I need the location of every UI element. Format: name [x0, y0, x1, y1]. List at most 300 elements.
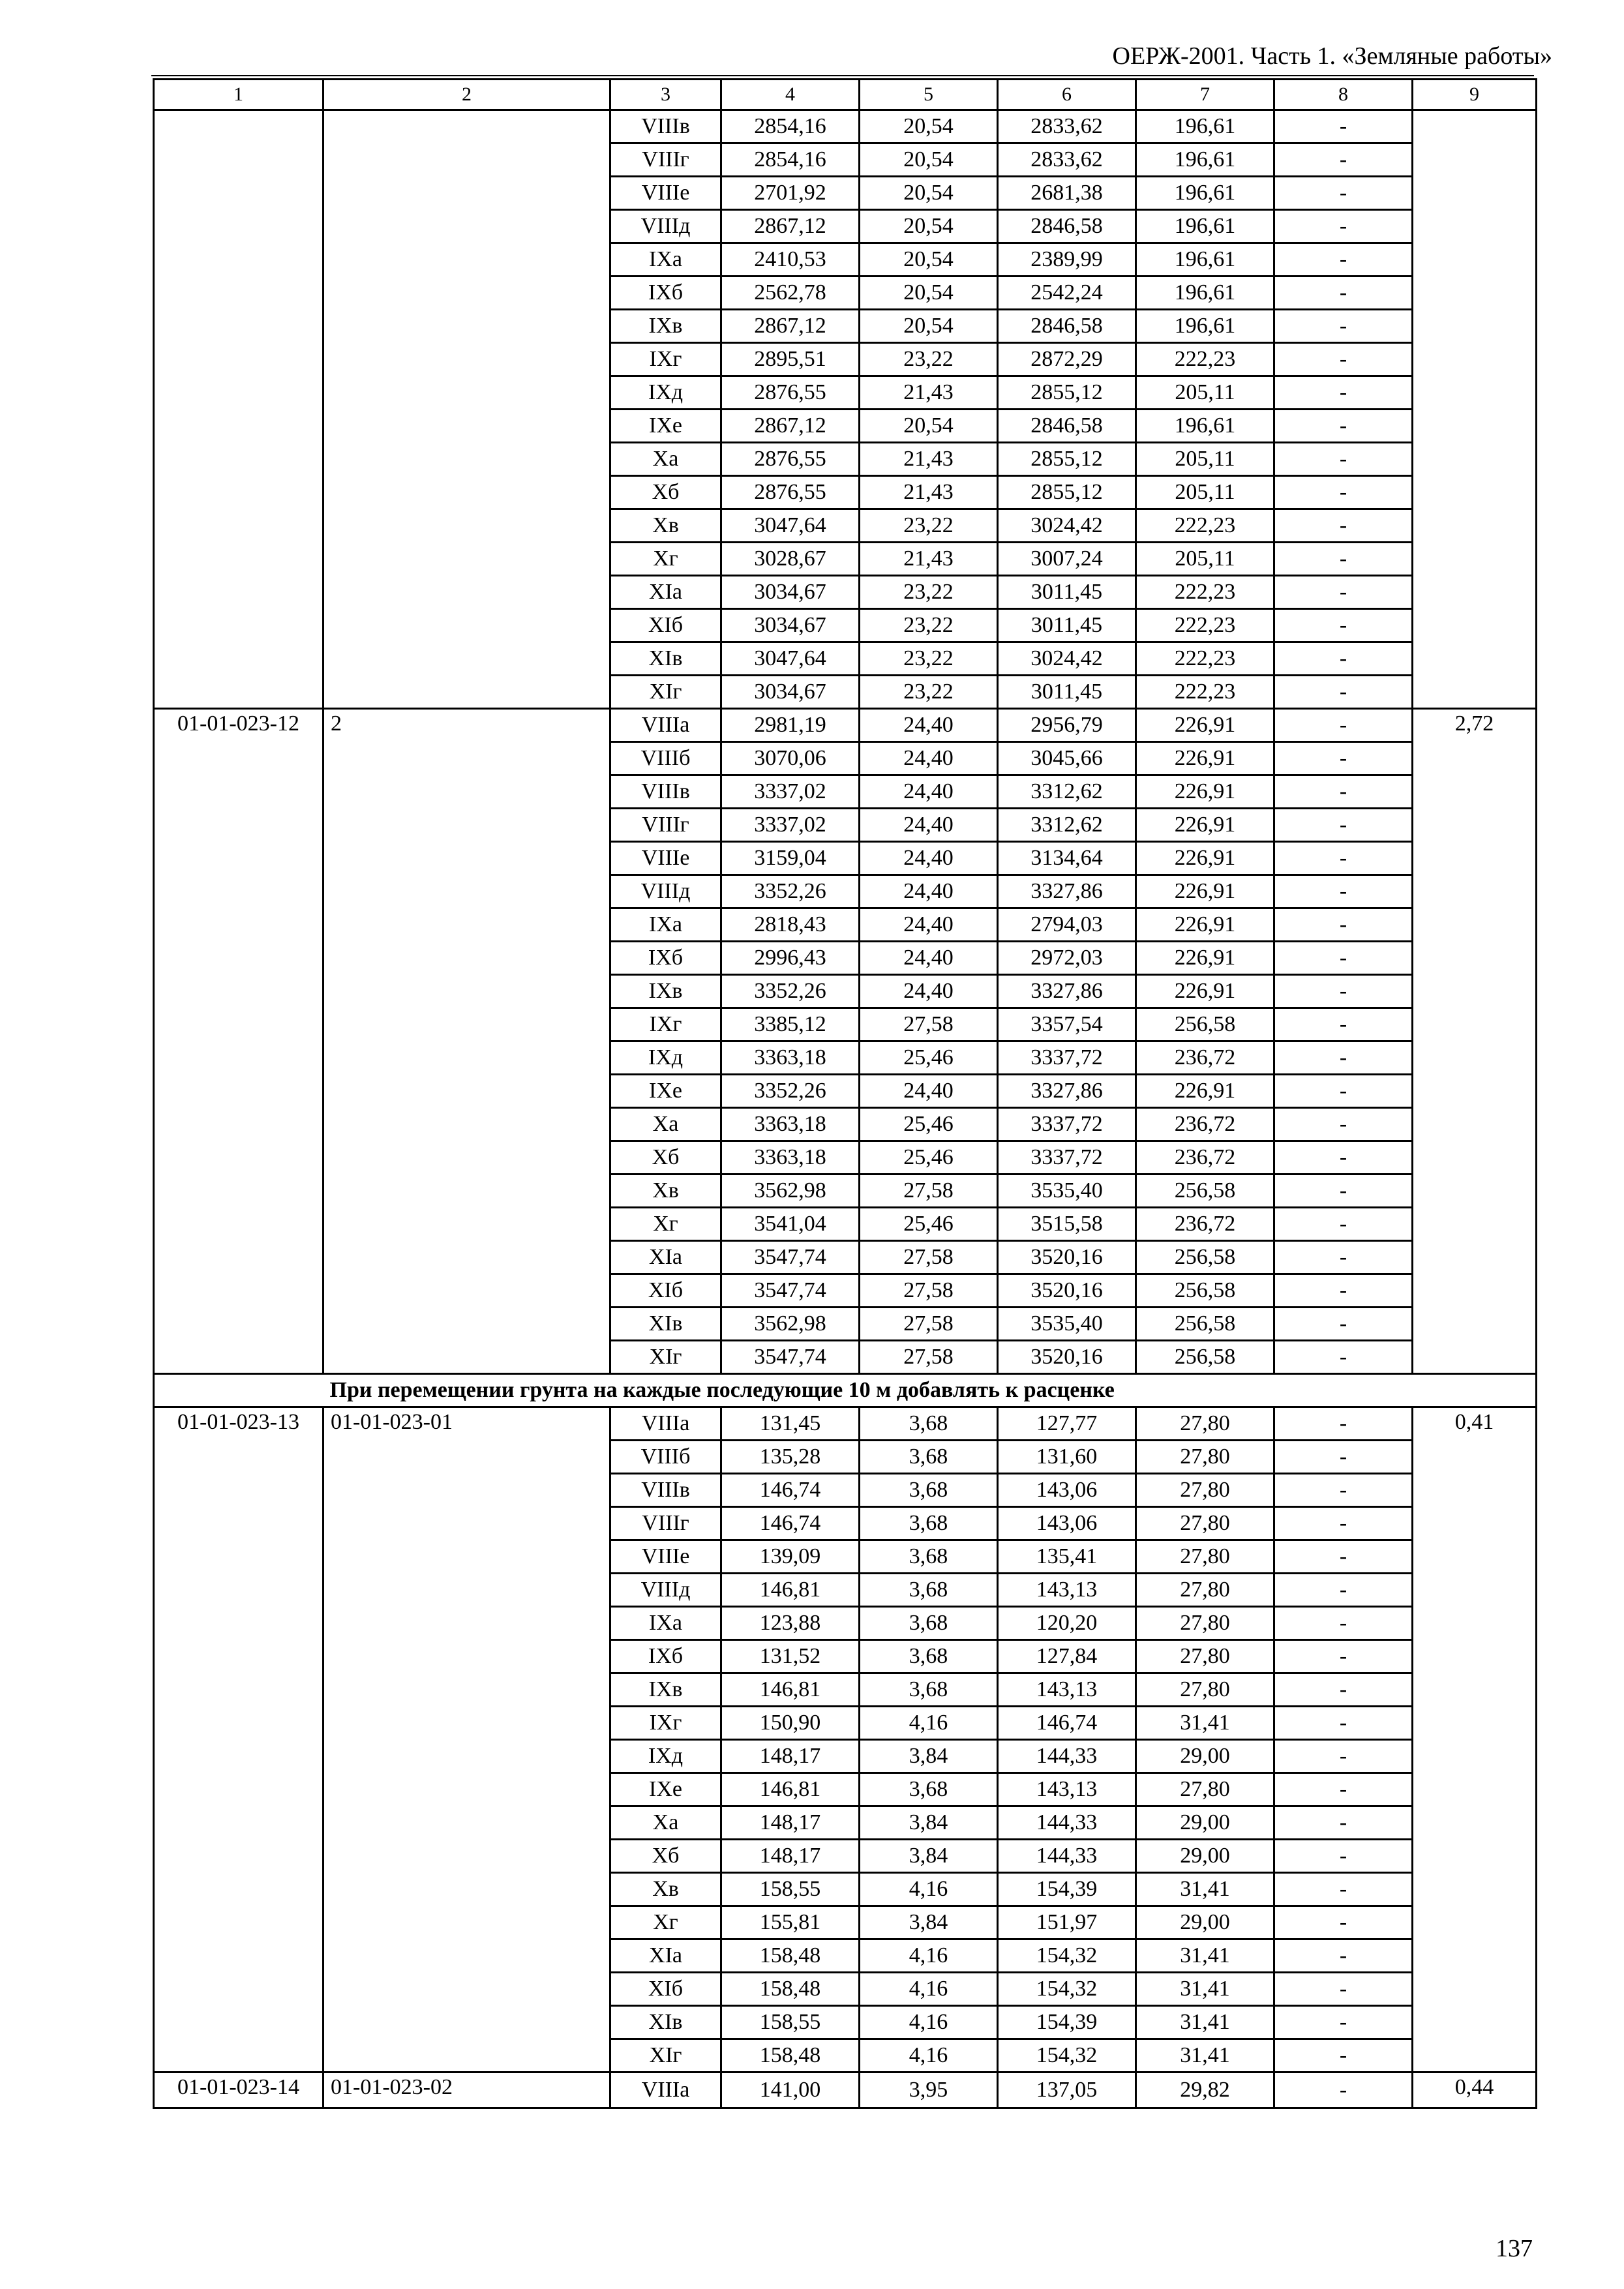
value-cell: - [1274, 110, 1413, 143]
soil-group-cell: Xб [610, 1840, 721, 1873]
value-cell: 143,06 [998, 1507, 1136, 1540]
value-cell: 3535,40 [998, 1308, 1136, 1341]
soil-group-cell: IXб [610, 277, 721, 310]
value-cell: 3,84 [860, 1740, 998, 1773]
value-cell: 2562,78 [721, 277, 860, 310]
value-cell: 25,46 [860, 1208, 998, 1241]
value-cell: 3363,18 [721, 1141, 860, 1174]
value-cell: 3352,26 [721, 1075, 860, 1108]
value-cell: - [1274, 1707, 1413, 1740]
value-cell: 135,28 [721, 1441, 860, 1474]
value-cell: - [1274, 1174, 1413, 1208]
value-cell: - [1274, 1407, 1413, 1441]
value-cell: 236,72 [1136, 1141, 1274, 1174]
value-cell: 3312,62 [998, 809, 1136, 842]
value-cell: - [1274, 1075, 1413, 1108]
value-cell: 4,16 [860, 1973, 998, 2006]
value-cell: 120,20 [998, 1607, 1136, 1640]
value-cell: 23,22 [860, 343, 998, 376]
value-cell: 158,48 [721, 1973, 860, 2006]
value-cell: 3363,18 [721, 1041, 860, 1075]
value-cell: - [1274, 343, 1413, 376]
value-cell: 20,54 [860, 243, 998, 277]
value-cell: 2855,12 [998, 443, 1136, 476]
value-cell: 2867,12 [721, 310, 860, 343]
soil-group-cell: Xг [610, 543, 721, 576]
column-number-cell: 8 [1274, 80, 1413, 110]
value-cell: - [1274, 1873, 1413, 1906]
value-cell: 154,39 [998, 1873, 1136, 1906]
soil-group-cell: IXа [610, 908, 721, 942]
column-number-cell: 2 [323, 80, 610, 110]
value-cell: 3159,04 [721, 842, 860, 875]
value-cell: - [1274, 1008, 1413, 1041]
value-cell: 226,91 [1136, 842, 1274, 875]
value-cell: 143,06 [998, 1474, 1136, 1507]
value-cell: 226,91 [1136, 709, 1274, 742]
value-cell: - [1274, 676, 1413, 709]
value-cell: 158,55 [721, 1873, 860, 1906]
value-cell: 226,91 [1136, 975, 1274, 1008]
value-cell: 20,54 [860, 210, 998, 243]
value-cell: - [1274, 642, 1413, 676]
value-cell: - [1274, 2039, 1413, 2072]
value-cell: 20,54 [860, 410, 998, 443]
value-cell: 20,54 [860, 310, 998, 343]
value-cell: - [1274, 210, 1413, 243]
value-cell: 2846,58 [998, 210, 1136, 243]
value-cell: - [1274, 1474, 1413, 1507]
value-cell: 256,58 [1136, 1308, 1274, 1341]
value-cell: 3,84 [860, 1840, 998, 1873]
rate-code-cell: 01-01-023-12 [154, 709, 323, 1374]
soil-group-cell: IXв [610, 1673, 721, 1707]
value-cell: 3312,62 [998, 775, 1136, 809]
value-cell: 2818,43 [721, 908, 860, 942]
value-cell: 31,41 [1136, 2006, 1274, 2039]
soil-group-cell: XIб [610, 1973, 721, 2006]
value-cell: 196,61 [1136, 310, 1274, 343]
value-cell: 3352,26 [721, 875, 860, 908]
value-cell: 196,61 [1136, 210, 1274, 243]
value-cell: 3337,02 [721, 809, 860, 842]
value-cell: 2867,12 [721, 210, 860, 243]
value-cell: 3337,72 [998, 1108, 1136, 1141]
soil-group-cell: VIIIд [610, 1574, 721, 1607]
value-cell: - [1274, 742, 1413, 775]
value-cell: 27,58 [860, 1008, 998, 1041]
value-cell: 3024,42 [998, 642, 1136, 676]
soil-group-cell: IXб [610, 942, 721, 975]
value-cell: 2956,79 [998, 709, 1136, 742]
value-cell: - [1274, 842, 1413, 875]
value-cell: 29,00 [1136, 1740, 1274, 1773]
value-cell: 2972,03 [998, 942, 1136, 975]
value-cell: 144,33 [998, 1840, 1136, 1873]
value-cell: 226,91 [1136, 742, 1274, 775]
soil-group-cell: Xа [610, 443, 721, 476]
value-cell: 2846,58 [998, 310, 1136, 343]
value-cell: 3547,74 [721, 1341, 860, 1374]
value-cell: 31,41 [1136, 1973, 1274, 2006]
value-cell: 25,46 [860, 1141, 998, 1174]
value-cell: 23,22 [860, 609, 998, 642]
value-cell: - [1274, 942, 1413, 975]
soil-group-cell: IXе [610, 410, 721, 443]
soil-group-cell: VIIIе [610, 1540, 721, 1574]
soil-group-cell: VIIIа [610, 709, 721, 742]
value-cell: 29,00 [1136, 1840, 1274, 1873]
value-cell: - [1274, 1973, 1413, 2006]
column-number-cell: 7 [1136, 80, 1274, 110]
soil-group-cell: XIа [610, 1939, 721, 1973]
soil-group-cell: IXв [610, 975, 721, 1008]
value-cell: - [1274, 1041, 1413, 1075]
value-cell: 21,43 [860, 376, 998, 410]
value-cell: 196,61 [1136, 277, 1274, 310]
value-cell: 3,68 [860, 1507, 998, 1540]
value-cell: 2794,03 [998, 908, 1136, 942]
value-cell: - [1274, 1241, 1413, 1274]
value-cell: 29,00 [1136, 1806, 1274, 1840]
value-cell: - [1274, 177, 1413, 210]
soil-group-cell: IXв [610, 310, 721, 343]
soil-group-cell: VIIIг [610, 809, 721, 842]
value-cell: - [1274, 509, 1413, 543]
value-cell: - [1274, 543, 1413, 576]
value-cell: 21,43 [860, 476, 998, 509]
value-cell: 148,17 [721, 1806, 860, 1840]
value-cell: 256,58 [1136, 1174, 1274, 1208]
value-cell: 4,16 [860, 1873, 998, 1906]
value-cell: 2410,53 [721, 243, 860, 277]
value-cell: 3,68 [860, 1474, 998, 1507]
soil-group-cell: Xв [610, 1174, 721, 1208]
soil-group-cell: VIIIд [610, 210, 721, 243]
value-cell: 2867,12 [721, 410, 860, 443]
soil-group-cell: XIг [610, 1341, 721, 1374]
value-cell: 196,61 [1136, 110, 1274, 143]
value-cell: 3363,18 [721, 1108, 860, 1141]
value-cell: 222,23 [1136, 609, 1274, 642]
value-cell: 3562,98 [721, 1308, 860, 1341]
soil-group-cell: VIIIа [610, 2072, 721, 2108]
value-cell: 20,54 [860, 277, 998, 310]
value-cell: - [1274, 975, 1413, 1008]
value-cell: 3024,42 [998, 509, 1136, 543]
value-cell: 3,84 [860, 1906, 998, 1939]
value-cell: 3327,86 [998, 975, 1136, 1008]
value-cell: 154,32 [998, 1973, 1136, 2006]
value-cell: - [1274, 443, 1413, 476]
value-cell: 2876,55 [721, 376, 860, 410]
value-cell: - [1274, 277, 1413, 310]
soil-group-cell: IXб [610, 1640, 721, 1673]
value-cell: 2389,99 [998, 243, 1136, 277]
value-cell: 3011,45 [998, 576, 1136, 609]
value-cell: 236,72 [1136, 1041, 1274, 1075]
soil-group-cell: IXд [610, 1740, 721, 1773]
value-cell: 131,45 [721, 1407, 860, 1441]
soil-group-cell: VIIIб [610, 1441, 721, 1474]
value-cell: - [1274, 1208, 1413, 1241]
value-cell: 222,23 [1136, 509, 1274, 543]
value-cell: 205,11 [1136, 543, 1274, 576]
column-9-cell [1413, 110, 1537, 709]
soil-group-cell: VIIIв [610, 1474, 721, 1507]
value-cell: 27,58 [860, 1274, 998, 1308]
value-cell: 3,68 [860, 1574, 998, 1607]
soil-group-cell: XIг [610, 2039, 721, 2072]
soil-group-cell: IXд [610, 1041, 721, 1075]
rate-code-cell: 01-01-023-14 [154, 2072, 323, 2108]
value-cell: 3547,74 [721, 1241, 860, 1274]
value-cell: - [1274, 1108, 1413, 1141]
value-cell: 24,40 [860, 942, 998, 975]
column-number-cell: 3 [610, 80, 721, 110]
value-cell: 29,82 [1136, 2072, 1274, 2108]
value-cell: 135,41 [998, 1540, 1136, 1574]
soil-group-cell: XIа [610, 576, 721, 609]
soil-group-cell: XIв [610, 642, 721, 676]
value-cell: 196,61 [1136, 177, 1274, 210]
value-cell: 158,48 [721, 1939, 860, 1973]
value-cell: 146,74 [998, 1707, 1136, 1740]
rate-code-cell [154, 110, 323, 709]
value-cell: - [1274, 310, 1413, 343]
value-cell: 27,58 [860, 1174, 998, 1208]
value-cell: 2833,62 [998, 110, 1136, 143]
value-cell: - [1274, 1640, 1413, 1673]
value-cell: 146,81 [721, 1773, 860, 1806]
value-cell: 3520,16 [998, 1274, 1136, 1308]
value-cell: 3327,86 [998, 875, 1136, 908]
value-cell: 2854,16 [721, 143, 860, 177]
value-cell: 141,00 [721, 2072, 860, 2108]
soil-group-cell: IXе [610, 1075, 721, 1108]
value-cell: 23,22 [860, 509, 998, 543]
value-cell: 31,41 [1136, 1873, 1274, 1906]
value-cell: 3357,54 [998, 1008, 1136, 1041]
value-cell: 24,40 [860, 742, 998, 775]
value-cell: 154,32 [998, 1939, 1136, 1973]
value-cell: 27,80 [1136, 1474, 1274, 1507]
header-rule [151, 75, 1534, 76]
soil-group-cell: Xв [610, 1873, 721, 1906]
value-cell: 2854,16 [721, 110, 860, 143]
value-cell: 24,40 [860, 875, 998, 908]
value-cell: 131,60 [998, 1441, 1136, 1474]
value-cell: 2846,58 [998, 410, 1136, 443]
value-cell: - [1274, 1906, 1413, 1939]
column-number-cell: 9 [1413, 80, 1537, 110]
value-cell: 196,61 [1136, 243, 1274, 277]
soil-group-cell: XIг [610, 676, 721, 709]
value-cell: 196,61 [1136, 143, 1274, 177]
value-cell: - [1274, 376, 1413, 410]
value-cell: 20,54 [860, 177, 998, 210]
value-cell: 3028,67 [721, 543, 860, 576]
value-cell: 3562,98 [721, 1174, 860, 1208]
value-cell: 2833,62 [998, 143, 1136, 177]
value-cell: 131,52 [721, 1640, 860, 1673]
value-cell: 127,84 [998, 1640, 1136, 1673]
value-cell: 3034,67 [721, 609, 860, 642]
value-cell: 154,39 [998, 2006, 1136, 2039]
value-cell: 3541,04 [721, 1208, 860, 1241]
table-row [154, 2072, 1537, 2108]
value-cell: - [1274, 143, 1413, 177]
soil-group-cell: Xг [610, 1906, 721, 1939]
value-cell: 27,80 [1136, 1407, 1274, 1441]
value-cell: 256,58 [1136, 1274, 1274, 1308]
value-cell: 2981,19 [721, 709, 860, 742]
rate-reference-cell: 01-01-023-01 [323, 1407, 610, 2072]
value-cell: 3515,58 [998, 1208, 1136, 1241]
value-cell: 3352,26 [721, 975, 860, 1008]
table-row [154, 110, 1537, 143]
value-cell: 143,13 [998, 1773, 1136, 1806]
value-cell: 256,58 [1136, 1241, 1274, 1274]
value-cell: 3,68 [860, 1773, 998, 1806]
value-cell: 3520,16 [998, 1341, 1136, 1374]
soil-group-cell: Xа [610, 1108, 721, 1141]
value-cell: - [1274, 576, 1413, 609]
value-cell: 256,58 [1136, 1341, 1274, 1374]
value-cell: 205,11 [1136, 443, 1274, 476]
value-cell: 3,84 [860, 1806, 998, 1840]
value-cell: 23,22 [860, 676, 998, 709]
value-cell: 27,80 [1136, 1607, 1274, 1640]
value-cell: 226,91 [1136, 809, 1274, 842]
soil-group-cell: Xб [610, 1141, 721, 1174]
value-cell: 4,16 [860, 1939, 998, 1973]
value-cell: - [1274, 775, 1413, 809]
value-cell: - [1274, 243, 1413, 277]
soil-group-cell: VIIIв [610, 775, 721, 809]
value-cell: - [1274, 908, 1413, 942]
value-cell: 3,68 [860, 1640, 998, 1673]
value-cell: 222,23 [1136, 642, 1274, 676]
value-cell: 226,91 [1136, 875, 1274, 908]
soil-group-cell: XIв [610, 2006, 721, 2039]
soil-group-cell: IXг [610, 1008, 721, 1041]
value-cell: 155,81 [721, 1906, 860, 1939]
value-cell: - [1274, 2006, 1413, 2039]
value-cell: 3034,67 [721, 676, 860, 709]
value-cell: 31,41 [1136, 1707, 1274, 1740]
value-cell: 3045,66 [998, 742, 1136, 775]
value-cell: 24,40 [860, 775, 998, 809]
value-cell: - [1274, 1141, 1413, 1174]
rate-code-cell: 01-01-023-13 [154, 1407, 323, 2072]
value-cell: - [1274, 1341, 1413, 1374]
value-cell: 226,91 [1136, 1075, 1274, 1108]
value-cell: 3007,24 [998, 543, 1136, 576]
value-cell: 23,22 [860, 576, 998, 609]
value-cell: 3,95 [860, 2072, 998, 2108]
value-cell: 29,00 [1136, 1906, 1274, 1939]
value-cell: - [1274, 609, 1413, 642]
value-cell: 222,23 [1136, 576, 1274, 609]
value-cell: 27,58 [860, 1241, 998, 1274]
value-cell: 3385,12 [721, 1008, 860, 1041]
value-cell: 148,17 [721, 1740, 860, 1773]
value-cell: 27,80 [1136, 1507, 1274, 1540]
value-cell: - [1274, 410, 1413, 443]
value-cell: - [1274, 1574, 1413, 1607]
soil-group-cell: XIв [610, 1308, 721, 1341]
value-cell: 31,41 [1136, 1939, 1274, 1973]
value-cell: 27,80 [1136, 1640, 1274, 1673]
value-cell: 21,43 [860, 443, 998, 476]
soil-group-cell: XIб [610, 1274, 721, 1308]
value-cell: - [1274, 2072, 1413, 2108]
value-cell: 27,80 [1136, 1441, 1274, 1474]
value-cell: - [1274, 1840, 1413, 1873]
value-cell: 23,22 [860, 642, 998, 676]
rates-table [153, 78, 1537, 2109]
value-cell: - [1274, 1540, 1413, 1574]
soil-group-cell: VIIIд [610, 875, 721, 908]
value-cell: 3,68 [860, 1607, 998, 1640]
value-cell: 2876,55 [721, 476, 860, 509]
value-cell: 150,90 [721, 1707, 860, 1740]
value-cell: 3,68 [860, 1673, 998, 1707]
section-note: При перемещении грунта на каждые последующие 10 м добавлять к расценке [323, 1374, 1537, 1407]
value-cell: 3011,45 [998, 676, 1136, 709]
value-cell: 2855,12 [998, 476, 1136, 509]
value-cell: 222,23 [1136, 676, 1274, 709]
value-cell: 3337,72 [998, 1141, 1136, 1174]
value-cell: 144,33 [998, 1806, 1136, 1840]
table-row [154, 1407, 1537, 1441]
value-cell: 31,41 [1136, 2039, 1274, 2072]
value-cell: 24,40 [860, 1075, 998, 1108]
soil-group-cell: IXг [610, 343, 721, 376]
value-cell: 205,11 [1136, 476, 1274, 509]
soil-group-cell: IXа [610, 1607, 721, 1640]
column-number-row [154, 80, 1537, 110]
value-cell: - [1274, 1939, 1413, 1973]
value-cell: 21,43 [860, 543, 998, 576]
soil-group-cell: VIIIг [610, 143, 721, 177]
value-cell: 222,23 [1136, 343, 1274, 376]
soil-group-cell: VIIIа [610, 1407, 721, 1441]
soil-group-cell: XIа [610, 1241, 721, 1274]
value-cell: 4,16 [860, 1707, 998, 1740]
value-cell: 2876,55 [721, 443, 860, 476]
value-cell: 236,72 [1136, 1208, 1274, 1241]
value-cell: 144,33 [998, 1740, 1136, 1773]
value-cell: 27,58 [860, 1308, 998, 1341]
value-cell: 137,05 [998, 2072, 1136, 2108]
value-cell: 196,61 [1136, 410, 1274, 443]
value-cell: 27,58 [860, 1341, 998, 1374]
value-cell: 3337,72 [998, 1041, 1136, 1075]
table-row [154, 709, 1537, 742]
column-number-cell: 6 [998, 80, 1136, 110]
value-cell: 27,80 [1136, 1673, 1274, 1707]
value-cell: 27,80 [1136, 1773, 1274, 1806]
value-cell: 158,48 [721, 2039, 860, 2072]
value-cell: 256,58 [1136, 1008, 1274, 1041]
section-note-blank [154, 1374, 323, 1407]
value-cell: - [1274, 1740, 1413, 1773]
value-cell: 139,09 [721, 1540, 860, 1574]
value-cell: 146,74 [721, 1507, 860, 1540]
value-cell: 24,40 [860, 709, 998, 742]
